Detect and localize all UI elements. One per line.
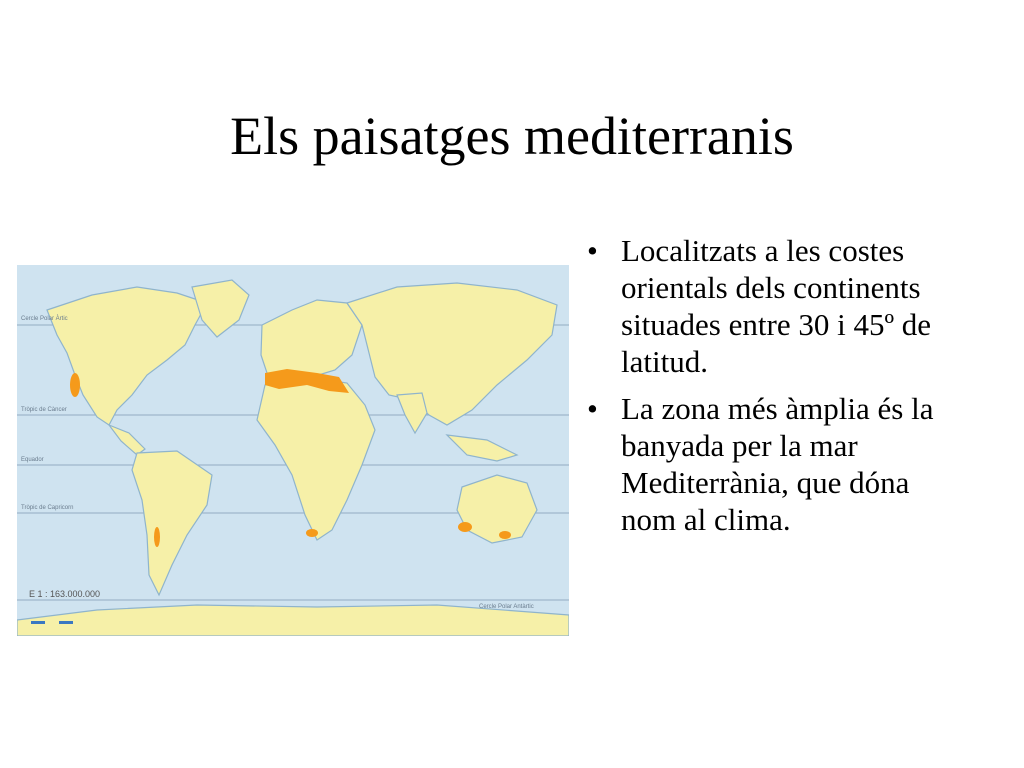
- zone-sw-australia: [458, 522, 472, 532]
- world-map: [17, 265, 569, 636]
- bullet-marker: •: [587, 233, 598, 268]
- label-arctic-circle: Cercle Polar Àrtic: [21, 316, 68, 322]
- zone-se-australia: [499, 531, 511, 539]
- label-tropic-capricorn: Tròpic de Capricorn: [21, 505, 74, 511]
- label-tropic-cancer: Tròpic de Càncer: [21, 407, 67, 413]
- bullet-list: [585, 232, 1005, 548]
- map-scale: E 1 : 163.000.000: [29, 589, 101, 599]
- bullet-text: La zona més àmplia és la banyada per la mar Mediterrània, que dóna nom al clima.: [621, 391, 934, 537]
- zone-cape: [306, 529, 318, 537]
- slide-title: Els paisatges mediterranis: [230, 106, 794, 166]
- label-antarctic-circle: Cercle Polar Antàrtic: [479, 604, 534, 610]
- bullet-item: [585, 232, 1005, 380]
- label-equator: Equador: [21, 457, 44, 463]
- zone-chile: [154, 527, 160, 547]
- bullet-item: [585, 390, 1005, 538]
- bullet-marker: •: [587, 391, 598, 426]
- zone-california: [70, 373, 80, 397]
- bullet-text: Localitzats a les costes orientals dels continents situades entre 30 i 45º de latitud.: [621, 233, 932, 379]
